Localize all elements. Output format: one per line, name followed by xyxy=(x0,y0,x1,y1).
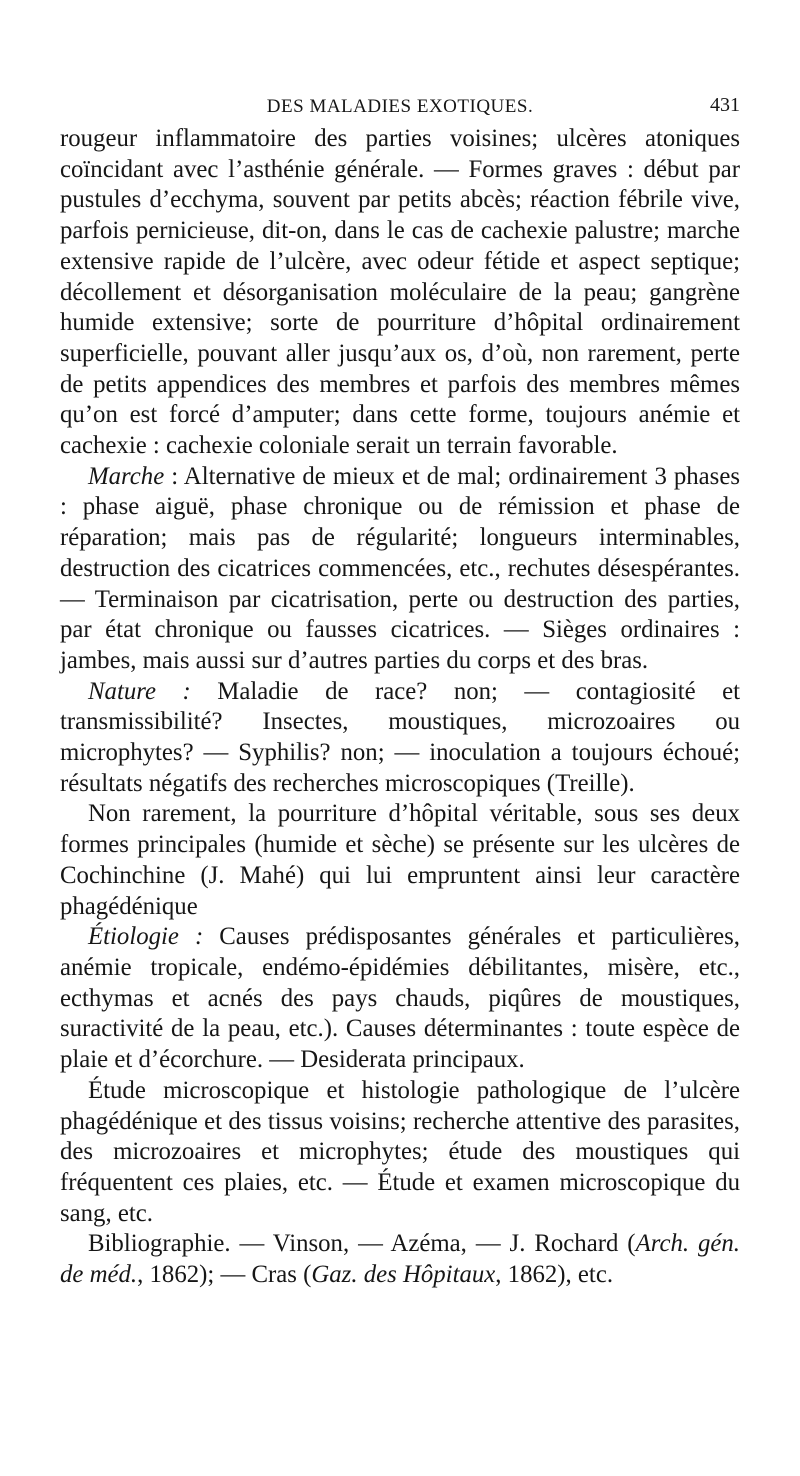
paragraph-text: , 1862), etc. xyxy=(495,1261,614,1289)
paragraph-etude xyxy=(60,1076,740,1230)
paragraph-marche xyxy=(60,462,740,677)
paragraph-nature xyxy=(60,677,740,800)
paragraph-text: Causes prédisposantes générales et particulières, anémie tropicale, endémo-épidémies débilitantes, misère, etc., ecthymas et acnés des pays chauds, piqûres de moustiques, suractivité de la peau, etc.). Causes déterminantes : toute espèce de plaie et d’écorchure. — Desiderata principaux. xyxy=(60,923,740,1074)
paragraph-text: Non rarement, la pourriture d’hôpital véritable, sous ses deux formes principales (humide et sèche) se présente sur les ulcères de Cochinchine (J. Mahé) qui lui empruntent ainsi leur caractère phagédénique xyxy=(60,800,740,920)
page-number: 431 xyxy=(710,94,740,116)
paragraph-pourriture xyxy=(60,799,740,922)
citation-journal-gaz: Gaz. des Hôpitaux xyxy=(311,1261,496,1289)
paragraph-text: , 1862); — Cras ( xyxy=(137,1261,312,1289)
paragraph-etiologie xyxy=(60,922,740,1076)
paragraph-text: rougeur inflammatoire des parties voisines; ulcères atoniques coïncidant avec l’asthénie générale. — Formes graves : début par pustules d’ecchyma, souvent par petits abcès; réaction fébrile vive, parfois pernicieuse, dit-on, dans le cas de cachexie palustre; marche extensive rapide de l’ulcère, avec odeur fétide et aspect septique; décollement et désorganisation moléculaire de la peau; gangrène humide extensive; sorte de pourriture d’hôpital ordinairement superficielle, pouvant aller jusqu’aux os, d’où, non rarement, perte de petits appendices des membres et parfois des membres mêmes qu’on est forcé d’amputer; dans cette forme, toujours anémie et cachexie : cachexie coloniale serait un terrain favorable. xyxy=(60,125,740,460)
paragraph-bibliographie xyxy=(60,1229,740,1290)
running-head xyxy=(60,92,740,122)
paragraph-text: : Alternative de mieux et de mal; ordinairement 3 phases : phase aiguë, phase chronique ou de rémission et phase de réparation; mais pas de régularité; longueurs interminables, destruction des cicatrices commencées, etc., rechutes désespérantes. — Terminaison par cicatrisation, perte ou destruction des parties, par état chronique ou fausses cicatrices. — Sièges ordinaires : jambes, mais aussi sur d’autres parties du corps et des bras. xyxy=(60,462,740,674)
section-lead-marche: Marche xyxy=(88,462,165,490)
paragraph-text: Maladie de race? non; — contagiosité et transmissibilité? Insectes, moustiques, microzoaires ou microphytes? — Syphilis? non; — inoculation a toujours échoué; résultats négatifs des recherches microscopiques (Treille). xyxy=(60,677,741,797)
running-title: DES MALADIES EXOTIQUES. xyxy=(266,96,534,117)
paragraph-formes-graves xyxy=(60,124,740,462)
body-text xyxy=(60,124,740,1291)
paragraph-text: Bibliographie. — Vinson, — Azéma, — J. Rochard ( xyxy=(88,1230,636,1258)
section-lead-etiologie: Étiologie : xyxy=(88,923,204,951)
paragraph-text: Étude microscopique et histologie pathologique de l’ulcère phagédénique et des tissus voisins; recherche attentive des parasites, des microzoaires et microphytes; étude des moustiques qui fréquentent ces plaies, etc. — Étude et examen microscopique du sang, etc. xyxy=(60,1076,740,1227)
section-lead-nature: Nature : xyxy=(88,677,191,705)
citation-journal-arch: Arch. gén. de méd. xyxy=(60,1230,740,1289)
